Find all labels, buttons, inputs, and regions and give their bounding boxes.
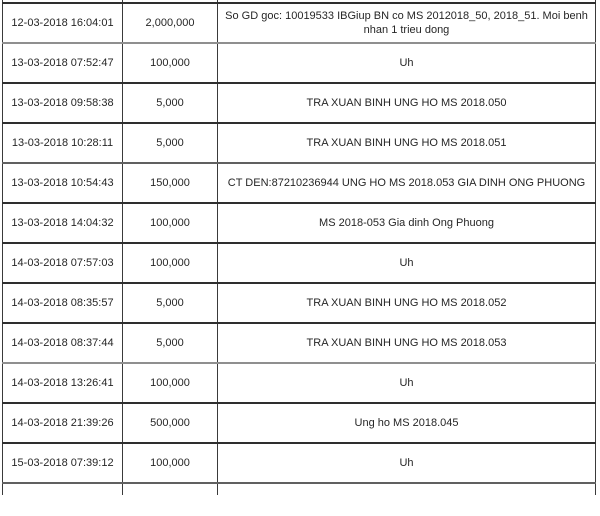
cell-amount: 5,000: [123, 83, 218, 123]
cell-datetime: 13-03-2018 07:52:47: [3, 43, 123, 83]
cell-amount: 5,000: [123, 283, 218, 323]
cell-amount: 150,000: [123, 163, 218, 203]
table-row: [3, 403, 596, 443]
clipped-cell: [3, 483, 123, 495]
table-row: [3, 243, 596, 283]
table-row: [3, 3, 596, 43]
clipped-row-bottom: [3, 483, 596, 495]
table-row: [3, 163, 596, 203]
cell-description: MS 2018-053 Gia dinh Ong Phuong: [218, 203, 596, 243]
transaction-table: [2, 0, 596, 495]
cell-amount: 100,000: [123, 363, 218, 403]
cell-description: TRA XUAN BINH UNG HO MS 2018.053: [218, 323, 596, 363]
cell-amount: 2,000,000: [123, 3, 218, 43]
cell-datetime: 15-03-2018 07:39:12: [3, 443, 123, 483]
cell-description: Uh: [218, 443, 596, 483]
table-row: [3, 83, 596, 123]
table-row: [3, 323, 596, 363]
clipped-cell: [218, 483, 596, 495]
cell-amount: 100,000: [123, 443, 218, 483]
cell-amount: 100,000: [123, 43, 218, 83]
table-row: [3, 283, 596, 323]
cell-description: TRA XUAN BINH UNG HO MS 2018.051: [218, 123, 596, 163]
table-row: [3, 363, 596, 403]
table-bottom-clipped-row: [3, 483, 596, 495]
cell-description: Uh: [218, 43, 596, 83]
cell-amount: 5,000: [123, 323, 218, 363]
cell-datetime: 14-03-2018 08:37:44: [3, 323, 123, 363]
cell-amount: 100,000: [123, 203, 218, 243]
cell-datetime: 13-03-2018 10:54:43: [3, 163, 123, 203]
cell-description: Uh: [218, 243, 596, 283]
cell-amount: 5,000: [123, 123, 218, 163]
cell-description: So GD goc: 10019533 IBGiup BN co MS 2012018_50, 2018_51. Moi benh nhan 1 trieu dong: [218, 3, 596, 43]
cell-datetime: 14-03-2018 08:35:57: [3, 283, 123, 323]
cell-datetime: 12-03-2018 16:04:01: [3, 3, 123, 43]
table-body: [3, 3, 596, 483]
cell-datetime: 14-03-2018 13:26:41: [3, 363, 123, 403]
cell-amount: 100,000: [123, 243, 218, 283]
cell-description: TRA XUAN BINH UNG HO MS 2018.050: [218, 83, 596, 123]
table-row: [3, 203, 596, 243]
cell-datetime: 13-03-2018 14:04:32: [3, 203, 123, 243]
table-row: [3, 43, 596, 83]
cell-datetime: 13-03-2018 10:28:11: [3, 123, 123, 163]
cell-description: Ung ho MS 2018.045: [218, 403, 596, 443]
table-row: [3, 443, 596, 483]
cell-description: TRA XUAN BINH UNG HO MS 2018.052: [218, 283, 596, 323]
cell-datetime: 14-03-2018 21:39:26: [3, 403, 123, 443]
cell-datetime: 14-03-2018 07:57:03: [3, 243, 123, 283]
cell-description: Uh: [218, 363, 596, 403]
cell-description: CT DEN:87210236944 UNG HO MS 2018.053 GIA DINH ONG PHUONG: [218, 163, 596, 203]
table-row: [3, 123, 596, 163]
cell-amount: 500,000: [123, 403, 218, 443]
cell-datetime: 13-03-2018 09:58:38: [3, 83, 123, 123]
clipped-cell: [123, 483, 218, 495]
